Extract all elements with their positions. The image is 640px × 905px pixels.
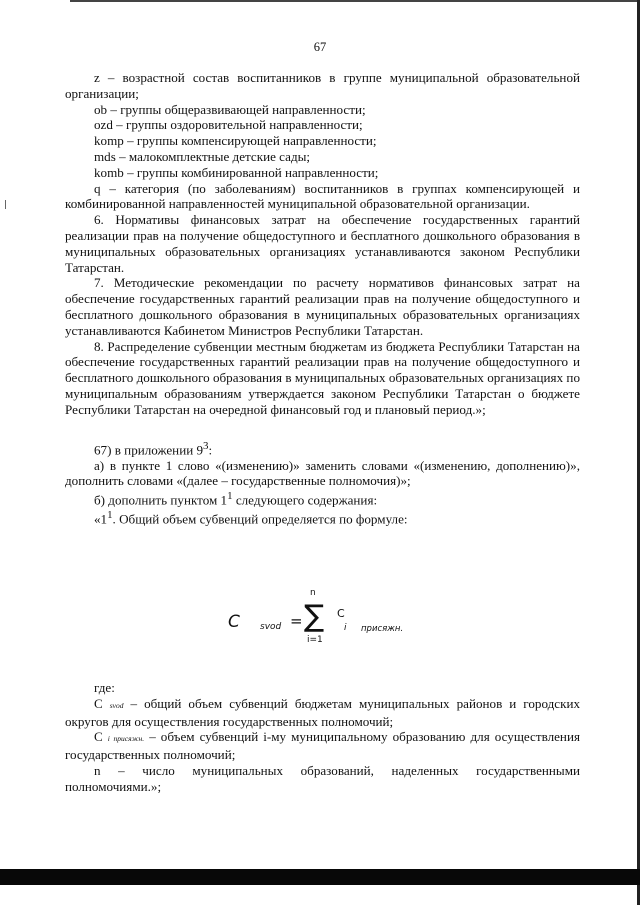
paragraph-where: где:	[94, 680, 115, 695]
formula-ci: C	[337, 607, 345, 620]
superscript: 3	[203, 439, 209, 452]
formula	[220, 588, 430, 644]
text: 67) в приложении 9	[94, 441, 204, 457]
definition-c-svod	[65, 696, 580, 730]
text: . Общий объем субвенций определяется по формуле:	[112, 511, 408, 527]
paragraph-b	[65, 489, 580, 508]
scan-mark	[5, 200, 6, 209]
paragraph-komb: komb – группы комбинированной направленности;	[94, 164, 379, 180]
text: :	[208, 441, 213, 457]
text: б) дополнить пунктом 1	[94, 492, 228, 508]
subscript: i присяжн.	[107, 734, 145, 744]
spacer	[65, 418, 580, 439]
formula-lower-limit: i=1	[307, 635, 323, 645]
body-text-bottom	[65, 680, 580, 795]
paragraph-komp: komp – группы компенсирующей направленности;	[94, 133, 377, 149]
formula-svod: svod	[260, 622, 282, 632]
paragraph-ob: ob – группы общеразвивающей направленности;	[94, 101, 366, 117]
text: – общий объем субвенций бюджетам муниципальных районов и городских округов для осуществления государственных полномочий;	[65, 695, 581, 729]
subscript: svod	[109, 700, 124, 710]
paragraph-q: q – категория (по заболеваниям) воспитанников в группах компенсирующей и комбинированной направленностей муниципальной образовательной организации.	[65, 180, 580, 212]
superscript: 1	[107, 509, 113, 522]
paragraph-6: 6. Нормативы финансовых затрат на обеспечение государственных гарантий реализации прав на получение общедоступного и бесплатного дошкольного образования в муниципальных образовательных организациях устанавливаются законом Республики Татарстан.	[65, 212, 580, 275]
body-text-top	[65, 70, 580, 528]
definition-n: n – число муниципальных образований, наделенных государственными полномочиями.»;	[65, 762, 580, 794]
scan-bar-bottom	[0, 869, 640, 885]
text: С	[94, 695, 103, 711]
scan-edge-top	[70, 0, 640, 2]
formula-c: C	[228, 612, 240, 632]
formula-sigma: ∑	[304, 599, 325, 634]
formula-index-i: i	[344, 623, 347, 633]
formula-equals: =	[290, 612, 303, 630]
text: – объем субвенций i-му муниципальному образованию для осуществления государственных полномочий;	[65, 729, 580, 763]
definition-c-i	[65, 729, 580, 763]
paragraph-a: а) в пункте 1 слово «(изменению)» заменить словами «(изменению, дополнению)», дополнить словами «(далее – государственные полномочия)»;	[65, 457, 580, 489]
paragraph-b-text	[65, 508, 580, 527]
superscript: 1	[227, 490, 233, 503]
paragraph-67	[65, 439, 580, 458]
paragraph-z: z – возрастной состав воспитанников в группе муниципальной образовательной организации;	[65, 70, 580, 101]
paragraph-7: 7. Методические рекомендации по расчету нормативов финансовых затрат на обеспечение государственных гарантий реализации прав на получение общедоступного и бесплатного дошкольного образования в муниципальных образовательных организациях устанавливаются Кабинетом Министров Республики Татарстан.	[65, 275, 580, 338]
formula-prisyazhn: присяжн.	[361, 624, 404, 634]
page-number: 67	[313, 40, 327, 54]
text: следующего содержания:	[232, 492, 378, 508]
text: С	[94, 729, 103, 745]
text: «1	[94, 511, 108, 527]
paragraph-ozd: ozd – группы оздоровительной направленности;	[94, 117, 363, 133]
paragraph-8: 8. Распределение субвенции местным бюджетам из бюджета Республики Татарстан на обеспечение государственных гарантий реализации прав на получение общедоступного и бесплатного дошкольного образования в муниципальных образовательных организациях по муниципальным образованиям утверждается законом Республики Татарстан о бюджете Республики Татарстан на очередной финансовый год и плановый период.»;	[65, 338, 580, 417]
paragraph-mds: mds – малокомплектные детские сады;	[94, 148, 311, 164]
formula-upper-limit: n	[310, 588, 316, 598]
